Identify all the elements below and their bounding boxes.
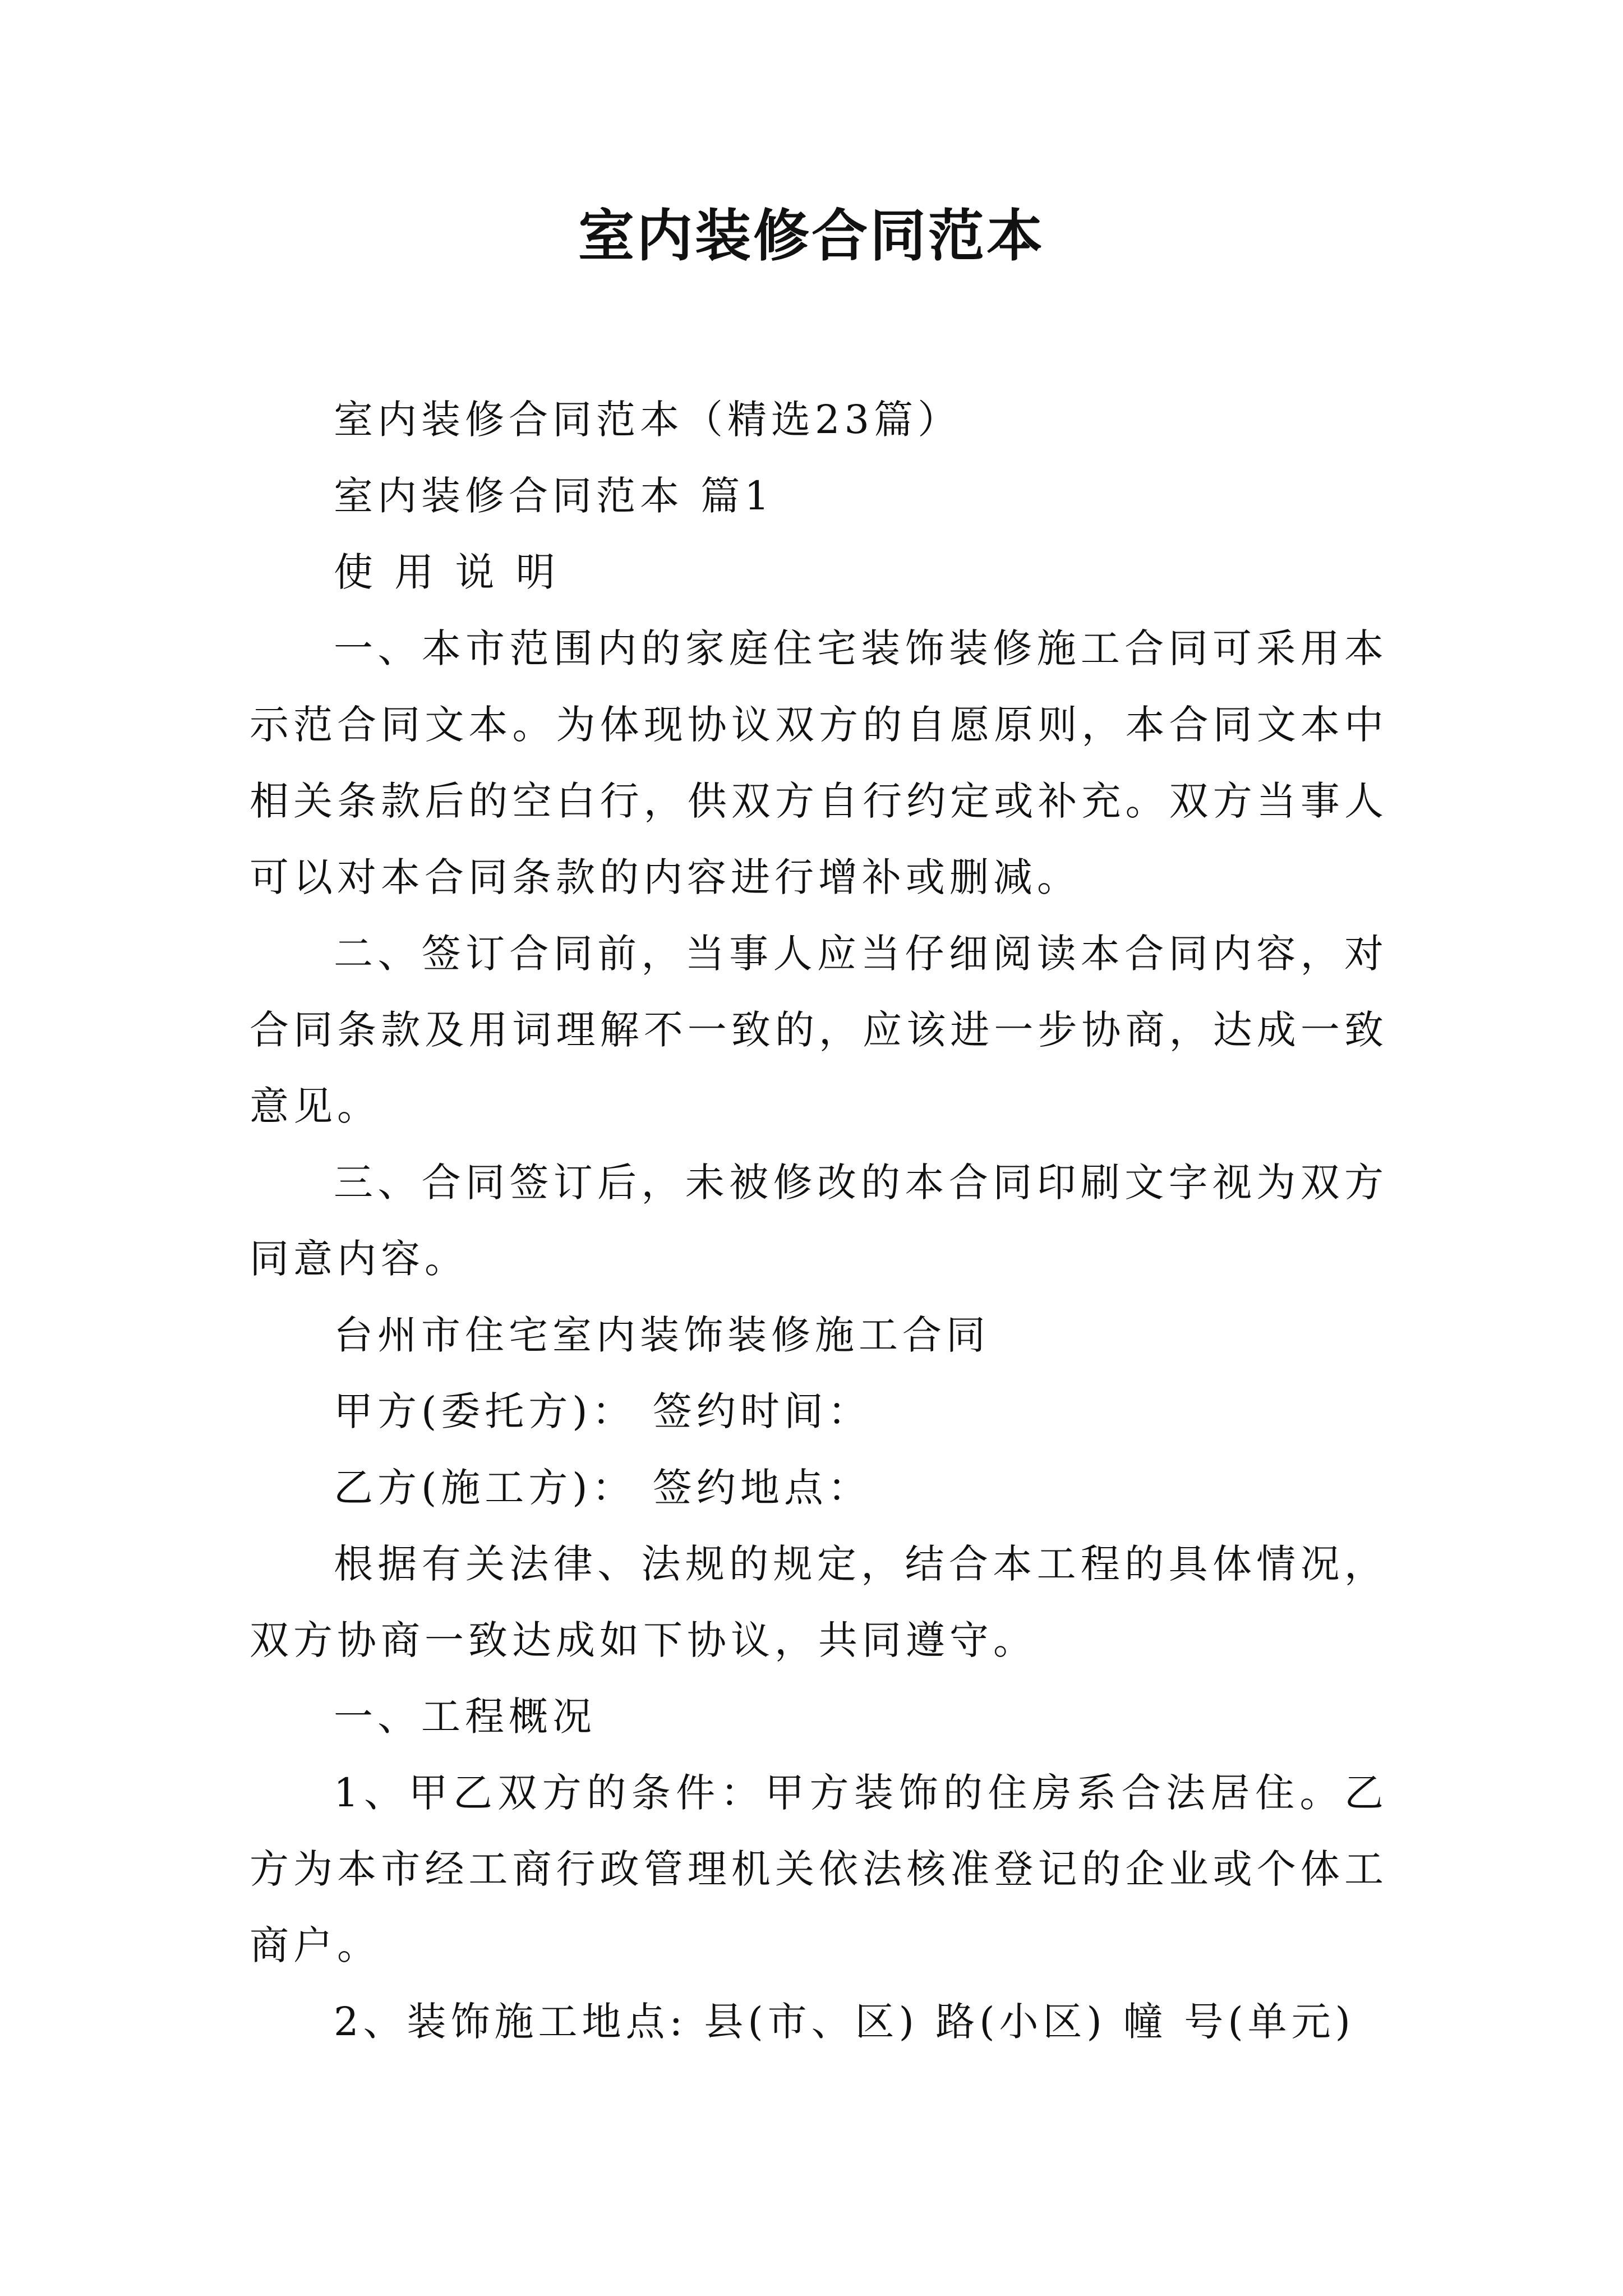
paragraph-usage-2: 二、签订合同前，当事人应当仔细阅读本合同内容，对合同条款及用词理解不一致的，应该进一步协商，达成一致意见。 [250, 931, 1388, 1129]
paragraph-clause-2: 2、装饰施工地点: 县(市、区) 路(小区) 幢 号(单元) [334, 1999, 1355, 2045]
paragraph-subtitle: 室内装修合同范本（精选23篇） [334, 397, 962, 443]
paragraph-clause-1: 1、甲乙双方的条件：甲方装饰的住房系合法居住。乙方为本市经工商行政管理机关依法核准登记的企业或个体工商户。 [250, 1770, 1388, 1968]
paragraph-contract-name: 台州市住宅室内装饰装修施工合同 [334, 1312, 990, 1358]
document-body [250, 381, 1388, 2060]
document-title: 室内装修合同范本 [578, 203, 1045, 269]
paragraph-party-b: 乙方(施工方)： 签约地点： [334, 1465, 872, 1511]
paragraph-usage-3: 三、合同签订后，未被修改的本合同印刷文字视为双方同意内容。 [250, 1159, 1388, 1282]
paragraph-project-overview-heading: 一、工程概况 [334, 1694, 596, 1740]
paragraph-usage-1: 一、本市范围内的家庭住宅装饰装修施工合同可采用本示范合同文本。为体现协议双方的自愿原则，本合同文本中相关条款后的空白行，供双方自行约定或补充。双方当事人可以对本合同条款的内容进行增补或删减。 [250, 625, 1388, 900]
paragraph-party-a: 甲方(委托方)： 签约时间： [334, 1388, 872, 1434]
paragraph-preamble: 根据有关法律、法规的规定，结合本工程的具体情况，双方协商一致达成如下协议，共同遵守。 [250, 1541, 1388, 1663]
paragraph-usage-heading: 使 用 说 明 [334, 549, 560, 595]
paragraph-section-heading: 室内装修合同范本 篇1 [334, 473, 774, 519]
